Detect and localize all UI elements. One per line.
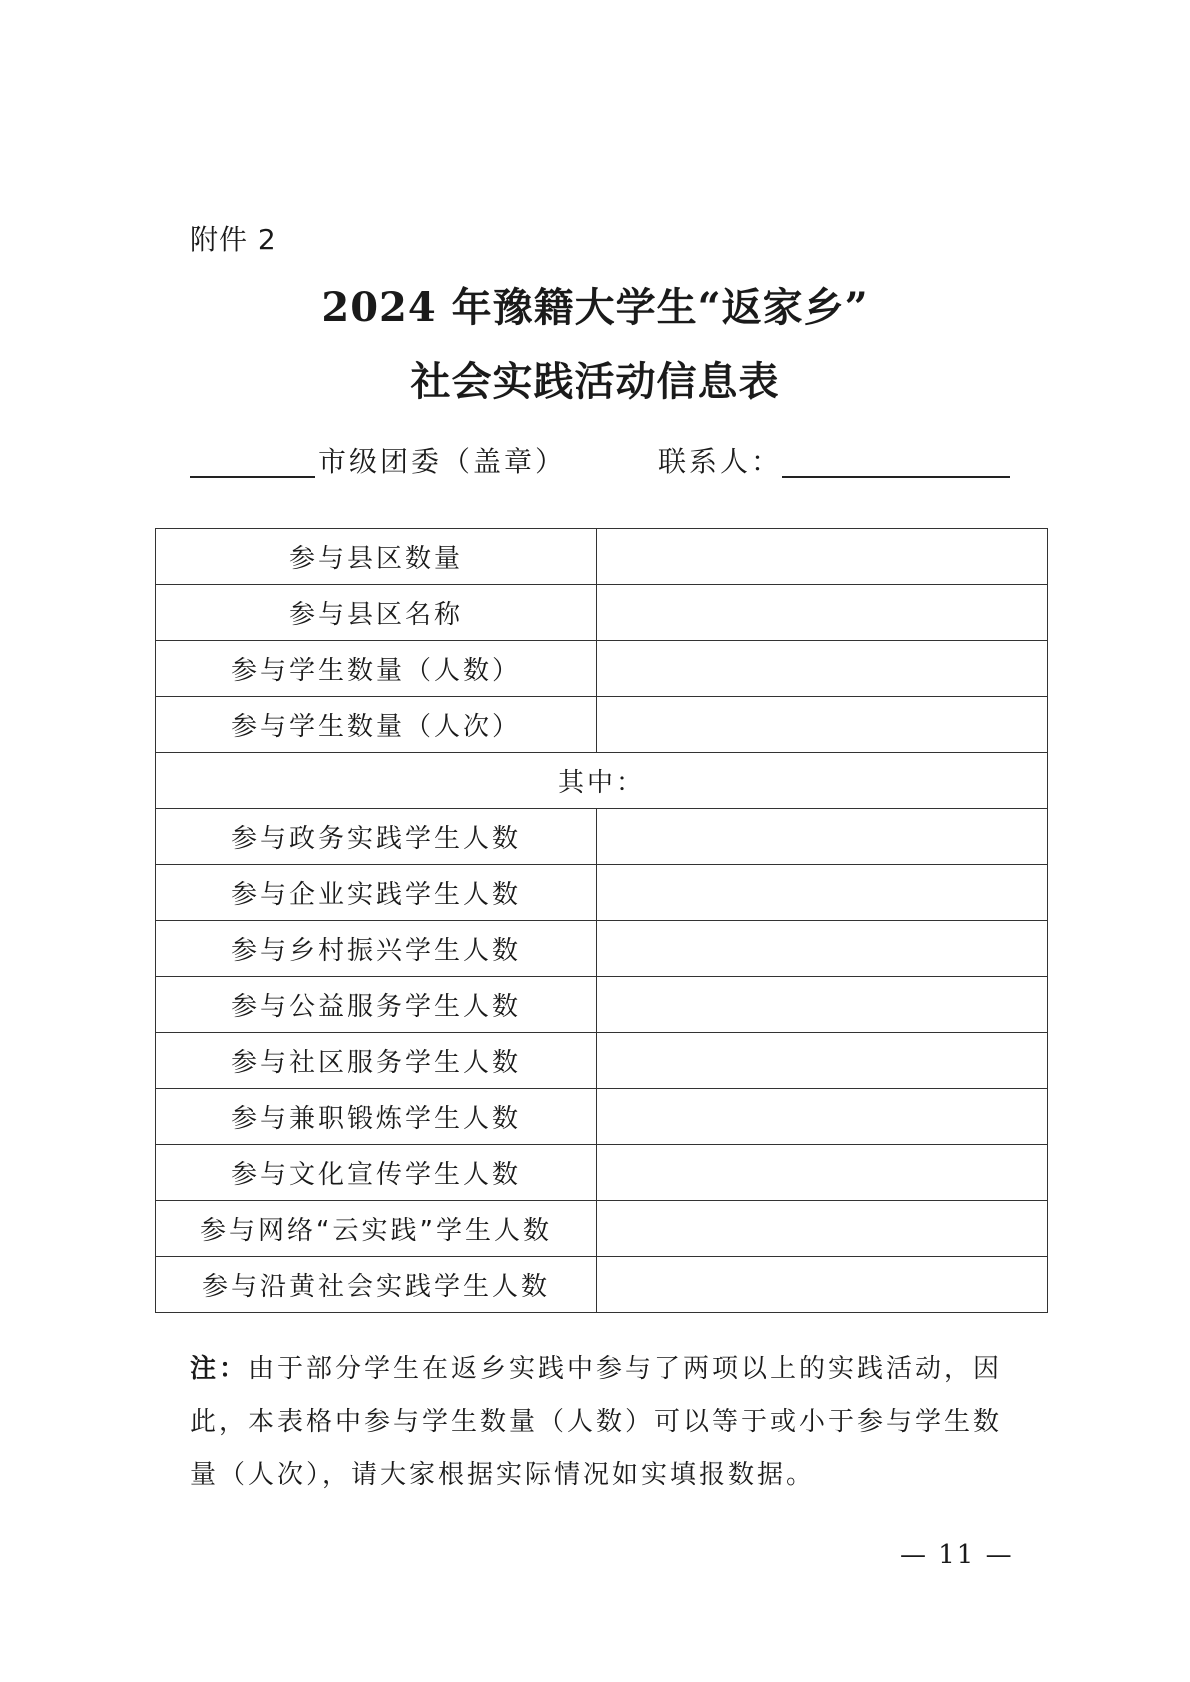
footnote [190,1343,1020,1502]
row-label: 参与网络“云实践”学生人数 [156,1201,597,1257]
table-row [156,1145,1048,1201]
table-row [156,641,1048,697]
row-label: 参与县区名称 [156,585,597,641]
table-row [156,585,1048,641]
document-title-line-2: 社会实践活动信息表 [410,358,780,405]
row-value-cell[interactable] [597,529,1048,585]
table-row [156,977,1048,1033]
city-committee-blank[interactable] [190,446,315,478]
row-label: 参与企业实践学生人数 [156,865,597,921]
contact-person-blank[interactable] [782,446,1010,478]
document-title-line-1: 2024 年豫籍大学生“返家乡” [321,284,869,331]
row-value-cell[interactable] [597,585,1048,641]
row-value-cell[interactable] [597,1257,1048,1313]
table-row [156,921,1048,977]
footnote-label: 注： [190,1354,249,1384]
table-row [156,1257,1048,1313]
row-value-cell[interactable] [597,977,1048,1033]
table-row [156,1089,1048,1145]
row-value-cell[interactable] [597,921,1048,977]
header-line [190,440,1010,480]
row-value-cell[interactable] [597,1201,1048,1257]
row-label: 参与社区服务学生人数 [156,1033,597,1089]
row-label: 参与学生数量（人数） [156,641,597,697]
row-label: 参与县区数量 [156,529,597,585]
table-subheader: 其中： [156,753,1048,809]
info-table [155,528,1048,1313]
row-value-cell[interactable] [597,697,1048,753]
table-row [156,697,1048,753]
row-label: 参与兼职锻炼学生人数 [156,1089,597,1145]
row-value-cell[interactable] [597,1145,1048,1201]
row-label: 参与公益服务学生人数 [156,977,597,1033]
page-number: — 11 — [900,1540,1014,1570]
contact-label: 联系人： [658,445,783,478]
table-row [156,809,1048,865]
row-value-cell[interactable] [597,865,1048,921]
table-row [156,1201,1048,1257]
footnote-text: 由于部分学生在返乡实践中参与了两项以上的实践活动，因此，本表格中参与学生数量（人数）可以等于或小于参与学生数量（人次），请大家根据实际情况如实填报数据。 [190,1354,1003,1490]
table-row [156,529,1048,585]
attachment-label: 附件 2 [190,223,277,256]
table-row [156,1033,1048,1089]
row-value-cell[interactable] [597,1033,1048,1089]
row-value-cell[interactable] [597,641,1048,697]
row-label: 参与学生数量（人次） [156,697,597,753]
table-row [156,865,1048,921]
row-label: 参与文化宣传学生人数 [156,1145,597,1201]
row-label: 参与乡村振兴学生人数 [156,921,597,977]
row-value-cell[interactable] [597,809,1048,865]
seal-text: 市级团委（盖章） [318,445,567,478]
table-subheader-row [156,753,1048,809]
row-label: 参与政务实践学生人数 [156,809,597,865]
row-value-cell[interactable] [597,1089,1048,1145]
row-label: 参与沿黄社会实践学生人数 [156,1257,597,1313]
